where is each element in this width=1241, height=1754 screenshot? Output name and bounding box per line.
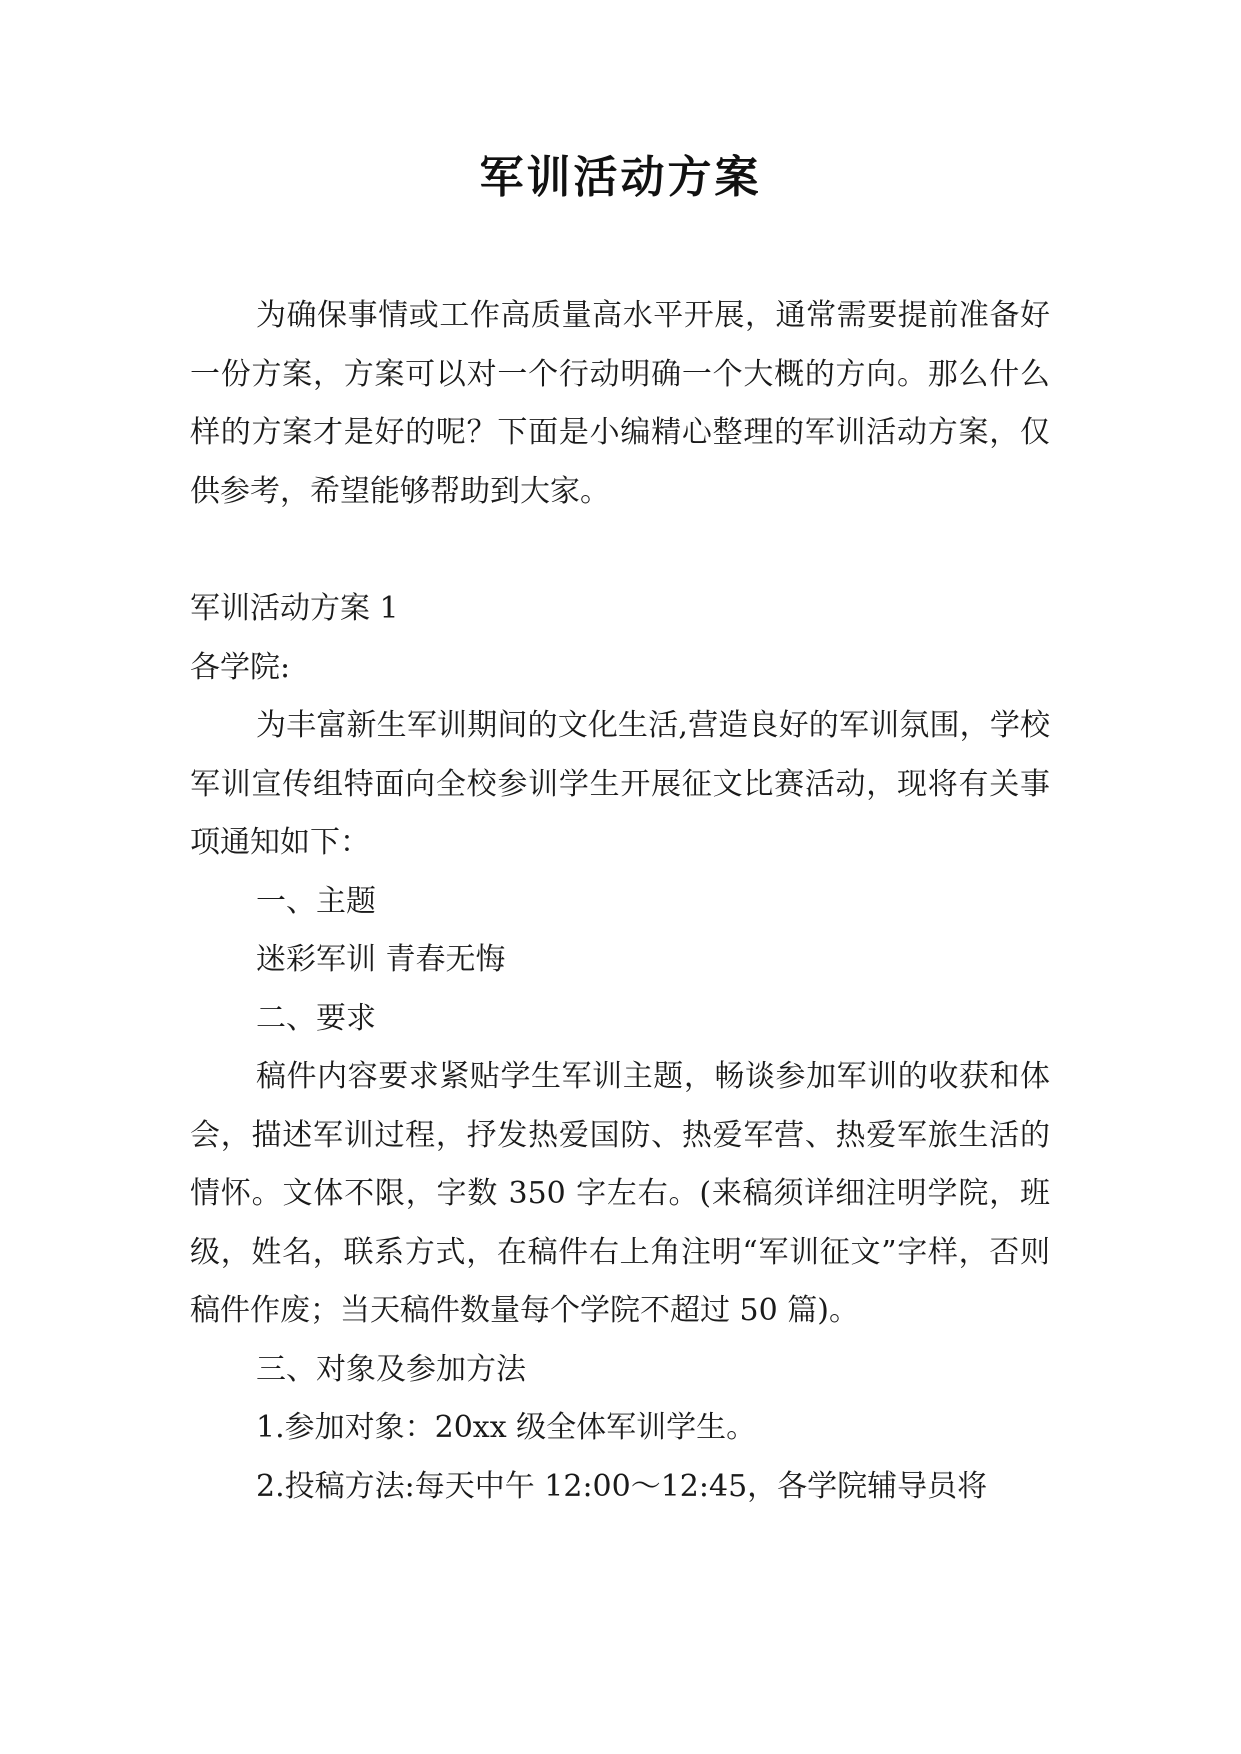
requirements-paragraph: 稿件内容要求紧贴学生军训主题，畅谈参加军训的收获和体会，描述军训过程，抒发热爱国防、热爱军营、热爱军旅生活的情怀。文体不限，字数 350 字左右。(来稿须详细注明学院，班级，姓名，联系方式，在稿件右上角注明“军训征文”字样，否则稿件作废；当天稿件数量每个学院不超过 50 篇)。 [190, 1059, 1050, 1328]
heading-requirements: 二、要求 [256, 1000, 376, 1036]
section-title: 军训活动方案 1 [190, 591, 399, 626]
document-title: 军训活动方案 [479, 152, 762, 203]
salutation: 各学院: [190, 649, 291, 685]
intro-block [190, 287, 1050, 521]
theme-text: 迷彩军训 青春无悔 [256, 942, 506, 977]
heading-theme: 一、主题 [256, 883, 376, 919]
heading-participants: 三、对象及参加方法 [256, 1351, 526, 1387]
intro-paragraph: 为确保事情或工作高质量高水平开展，通常需要提前准备好一份方案，方案可以对一个行动明确一个大概的方向。那么什么样的方案才是好的呢？下面是小编精心整理的军训活动方案，仅供参考，希望能够帮助到大家。 [190, 298, 1050, 509]
body-paragraph: 为丰富新生军训期间的文化生活,营造良好的军训氛围，学校军训宣传组特面向全校参训学生开展征文比赛活动，现将有关事项通知如下： [190, 708, 1050, 860]
content-block [190, 580, 1050, 1516]
submission-item: 2.投稿方法:每天中午 12:00～12:45，各学院辅导员将 [256, 1468, 988, 1504]
participants-item: 1.参加对象：20xx 级全体军训学生。 [256, 1410, 757, 1445]
